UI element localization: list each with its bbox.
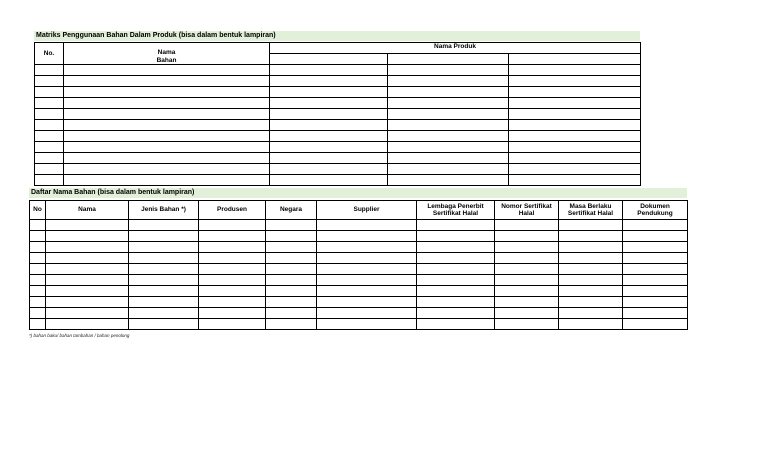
- bahan-cell[interactable]: [30, 319, 46, 330]
- bahan-cell[interactable]: [623, 275, 688, 286]
- bahan-list-header-row: [30, 201, 688, 220]
- matrix-row: [35, 175, 641, 186]
- bahan-cell[interactable]: [317, 231, 417, 242]
- bahan-cell[interactable]: [623, 308, 688, 319]
- bahan-cell[interactable]: [417, 308, 495, 319]
- bahan-cell[interactable]: [317, 286, 417, 297]
- bahan-row: [30, 253, 688, 264]
- matrix-cell[interactable]: [270, 54, 388, 65]
- bahan-header-0: No: [30, 201, 46, 220]
- bahan-cell[interactable]: [623, 297, 688, 308]
- bahan-cell[interactable]: [559, 308, 623, 319]
- bahan-cell[interactable]: [266, 319, 317, 330]
- matrix-cell[interactable]: [35, 153, 64, 164]
- bahan-cell[interactable]: [495, 264, 559, 275]
- bahan-cell[interactable]: [317, 297, 417, 308]
- matrix-cell[interactable]: [509, 164, 641, 175]
- bahan-cell[interactable]: [199, 220, 266, 231]
- bahan-cell[interactable]: [623, 264, 688, 275]
- bahan-cell[interactable]: [30, 308, 46, 319]
- matrix-cell[interactable]: [64, 120, 270, 131]
- bahan-cell[interactable]: [199, 319, 266, 330]
- matrix-cell[interactable]: [388, 87, 509, 98]
- bahan-cell[interactable]: [30, 220, 46, 231]
- bahan-cell[interactable]: [129, 275, 199, 286]
- bahan-cell[interactable]: [495, 286, 559, 297]
- matrix-cell[interactable]: [35, 76, 64, 87]
- bahan-cell[interactable]: [623, 286, 688, 297]
- matrix-cell[interactable]: [270, 153, 388, 164]
- bahan-cell[interactable]: [417, 264, 495, 275]
- matrix-title: Matriks Penggunaan Bahan Dalam Produk (bisa dalam bentuk lampiran): [34, 31, 640, 41]
- bahan-cell[interactable]: [495, 308, 559, 319]
- bahan-cell[interactable]: [623, 242, 688, 253]
- matrix-cell[interactable]: [35, 142, 64, 153]
- bahan-cell[interactable]: [495, 275, 559, 286]
- bahan-cell[interactable]: [266, 253, 317, 264]
- matrix-cell[interactable]: [35, 109, 64, 120]
- matrix-cell[interactable]: [509, 98, 641, 109]
- matrix-cell[interactable]: [388, 153, 509, 164]
- matrix-cell[interactable]: [270, 131, 388, 142]
- matrix-row: [35, 109, 641, 120]
- bahan-cell[interactable]: [46, 220, 129, 231]
- bahan-cell[interactable]: [417, 319, 495, 330]
- bahan-cell[interactable]: [46, 231, 129, 242]
- matrix-cell[interactable]: [64, 98, 270, 109]
- bahan-cell[interactable]: [317, 253, 417, 264]
- bahan-cell[interactable]: [129, 297, 199, 308]
- matrix-cell[interactable]: [388, 131, 509, 142]
- bahan-cell[interactable]: [30, 253, 46, 264]
- matrix-cell[interactable]: [35, 175, 64, 186]
- matrix-cell[interactable]: [270, 175, 388, 186]
- bahan-cell[interactable]: [317, 242, 417, 253]
- bahan-cell[interactable]: [266, 297, 317, 308]
- matrix-cell[interactable]: [64, 131, 270, 142]
- matrix-cell[interactable]: [388, 120, 509, 131]
- col-no-header: No.: [35, 43, 64, 65]
- bahan-cell[interactable]: [559, 242, 623, 253]
- bahan-cell[interactable]: [129, 319, 199, 330]
- matrix-cell[interactable]: [270, 76, 388, 87]
- bahan-cell[interactable]: [266, 242, 317, 253]
- matrix-cell[interactable]: [270, 109, 388, 120]
- bahan-list-title: Daftar Nama Bahan (bisa dalam bentuk lampiran): [29, 188, 687, 198]
- bahan-row: [30, 286, 688, 297]
- matrix-cell[interactable]: [270, 98, 388, 109]
- bahan-cell[interactable]: [266, 220, 317, 231]
- bahan-cell[interactable]: [417, 242, 495, 253]
- matrix-cell[interactable]: [270, 164, 388, 175]
- matrix-cell[interactable]: [270, 87, 388, 98]
- bahan-cell[interactable]: [417, 297, 495, 308]
- col-nama-bahan-header: [64, 43, 270, 65]
- bahan-cell[interactable]: [129, 286, 199, 297]
- bahan-cell[interactable]: [46, 253, 129, 264]
- matrix-row: [35, 65, 641, 76]
- bahan-cell[interactable]: [30, 297, 46, 308]
- bahan-cell[interactable]: [46, 286, 129, 297]
- bahan-cell[interactable]: [559, 264, 623, 275]
- matrix-cell[interactable]: [388, 54, 509, 65]
- matrix-cell[interactable]: [509, 109, 641, 120]
- matrix-row: [35, 164, 641, 175]
- matrix-row: [35, 153, 641, 164]
- bahan-cell[interactable]: [559, 286, 623, 297]
- bahan-cell[interactable]: [30, 231, 46, 242]
- bahan-cell[interactable]: [30, 264, 46, 275]
- bahan-cell[interactable]: [266, 231, 317, 242]
- bahan-row: [30, 220, 688, 231]
- matrix-cell[interactable]: [388, 76, 509, 87]
- matrix-cell[interactable]: [64, 87, 270, 98]
- bahan-cell[interactable]: [30, 242, 46, 253]
- matrix-cell[interactable]: [35, 131, 64, 142]
- matrix-row: [35, 98, 641, 109]
- bahan-cell[interactable]: [495, 242, 559, 253]
- bahan-cell[interactable]: [623, 220, 688, 231]
- matrix-cell[interactable]: [388, 175, 509, 186]
- bahan-cell[interactable]: [30, 286, 46, 297]
- bahan-cell[interactable]: [317, 264, 417, 275]
- bahan-cell[interactable]: [266, 264, 317, 275]
- bahan-cell[interactable]: [417, 253, 495, 264]
- bahan-cell[interactable]: [129, 264, 199, 275]
- matrix-cell[interactable]: [509, 87, 641, 98]
- bahan-cell[interactable]: [46, 275, 129, 286]
- bahan-header-7: Nomor Sertifikat Halal: [495, 201, 559, 220]
- bahan-cell[interactable]: [129, 308, 199, 319]
- bahan-header-9: Dokumen Pendukung: [623, 201, 688, 220]
- bahan-header-3: Produsen: [199, 201, 266, 220]
- bahan-cell[interactable]: [266, 308, 317, 319]
- matrix-row: [35, 131, 641, 142]
- matrix-cell[interactable]: [64, 76, 270, 87]
- matrix-cell[interactable]: [509, 142, 641, 153]
- bahan-row: [30, 275, 688, 286]
- matrix-cell[interactable]: [509, 54, 641, 65]
- bahan-cell[interactable]: [199, 242, 266, 253]
- matrix-cell[interactable]: [35, 98, 64, 109]
- matrix-cell[interactable]: [64, 65, 270, 76]
- bahan-cell[interactable]: [46, 264, 129, 275]
- bahan-cell[interactable]: [495, 253, 559, 264]
- bahan-row: [30, 242, 688, 253]
- col-nama-produk-header: Nama Produk: [270, 43, 641, 54]
- matrix-cell[interactable]: [35, 87, 64, 98]
- bahan-cell[interactable]: [317, 275, 417, 286]
- bahan-row: [30, 308, 688, 319]
- matrix-cell[interactable]: [64, 109, 270, 120]
- matrix-cell[interactable]: [35, 65, 64, 76]
- bahan-cell[interactable]: [199, 308, 266, 319]
- matrix-cell[interactable]: [35, 164, 64, 175]
- bahan-cell[interactable]: [129, 231, 199, 242]
- bahan-cell[interactable]: [559, 220, 623, 231]
- bahan-cell[interactable]: [417, 275, 495, 286]
- matrix-row: [35, 76, 641, 87]
- bahan-cell[interactable]: [559, 231, 623, 242]
- bahan-cell[interactable]: [417, 220, 495, 231]
- bahan-cell[interactable]: [199, 264, 266, 275]
- bahan-row: [30, 297, 688, 308]
- bahan-list-table: [29, 200, 688, 330]
- matrix-cell[interactable]: [35, 120, 64, 131]
- matrix-cell[interactable]: [388, 65, 509, 76]
- bahan-header-6: Lembaga Penerbit Sertifikat Halal: [417, 201, 495, 220]
- bahan-cell[interactable]: [495, 297, 559, 308]
- matrix-cell[interactable]: [509, 65, 641, 76]
- bahan-cell[interactable]: [317, 308, 417, 319]
- bahan-header-1: Nama: [46, 201, 129, 220]
- matrix-cell[interactable]: [64, 142, 270, 153]
- bahan-cell[interactable]: [30, 275, 46, 286]
- bahan-header-5: Supplier: [317, 201, 417, 220]
- bahan-cell[interactable]: [559, 253, 623, 264]
- bahan-cell[interactable]: [417, 286, 495, 297]
- matrix-cell[interactable]: [388, 98, 509, 109]
- footnote: *) bahan baku/ bahan tambahan / bahan penolong: [29, 333, 130, 338]
- bahan-cell[interactable]: [129, 242, 199, 253]
- nama-bahan-line1: Nama: [157, 49, 176, 56]
- bahan-cell[interactable]: [559, 319, 623, 330]
- bahan-cell[interactable]: [495, 220, 559, 231]
- bahan-cell[interactable]: [46, 308, 129, 319]
- bahan-cell[interactable]: [46, 319, 129, 330]
- matrix-cell[interactable]: [64, 153, 270, 164]
- product-matrix-table: [34, 42, 641, 186]
- matrix-cell[interactable]: [388, 109, 509, 120]
- matrix-cell[interactable]: [509, 175, 641, 186]
- bahan-cell[interactable]: [417, 231, 495, 242]
- bahan-cell[interactable]: [266, 275, 317, 286]
- bahan-cell[interactable]: [623, 231, 688, 242]
- matrix-cell[interactable]: [64, 175, 270, 186]
- matrix-cell[interactable]: [388, 164, 509, 175]
- matrix-cell[interactable]: [270, 65, 388, 76]
- bahan-cell[interactable]: [623, 253, 688, 264]
- bahan-cell[interactable]: [559, 297, 623, 308]
- matrix-row: [35, 87, 641, 98]
- matrix-cell[interactable]: [270, 142, 388, 153]
- bahan-cell[interactable]: [199, 286, 266, 297]
- bahan-cell[interactable]: [559, 275, 623, 286]
- matrix-cell[interactable]: [509, 153, 641, 164]
- matrix-cell[interactable]: [64, 164, 270, 175]
- bahan-cell[interactable]: [317, 319, 417, 330]
- matrix-cell[interactable]: [509, 76, 641, 87]
- bahan-row: [30, 264, 688, 275]
- bahan-row: [30, 319, 688, 330]
- bahan-header-2: Jenis Bahan *): [129, 201, 199, 220]
- matrix-row: [35, 142, 641, 153]
- matrix-header-row: [35, 43, 641, 54]
- bahan-cell[interactable]: [266, 286, 317, 297]
- bahan-cell[interactable]: [623, 319, 688, 330]
- bahan-cell[interactable]: [199, 231, 266, 242]
- bahan-header-4: Negara: [266, 201, 317, 220]
- bahan-cell[interactable]: [46, 242, 129, 253]
- matrix-cell[interactable]: [509, 131, 641, 142]
- bahan-cell[interactable]: [199, 275, 266, 286]
- bahan-cell[interactable]: [199, 253, 266, 264]
- bahan-cell[interactable]: [46, 297, 129, 308]
- matrix-cell[interactable]: [388, 142, 509, 153]
- bahan-row: [30, 231, 688, 242]
- bahan-cell[interactable]: [199, 297, 266, 308]
- bahan-header-8: Masa Berlaku Sertifikat Halal: [559, 201, 623, 220]
- bahan-cell[interactable]: [129, 253, 199, 264]
- matrix-cell[interactable]: [509, 120, 641, 131]
- bahan-cell[interactable]: [495, 319, 559, 330]
- matrix-row: [35, 120, 641, 131]
- bahan-cell[interactable]: [317, 220, 417, 231]
- bahan-cell[interactable]: [129, 220, 199, 231]
- matrix-cell[interactable]: [270, 120, 388, 131]
- bahan-cell[interactable]: [495, 231, 559, 242]
- nama-bahan-line2: Bahan: [156, 56, 177, 64]
